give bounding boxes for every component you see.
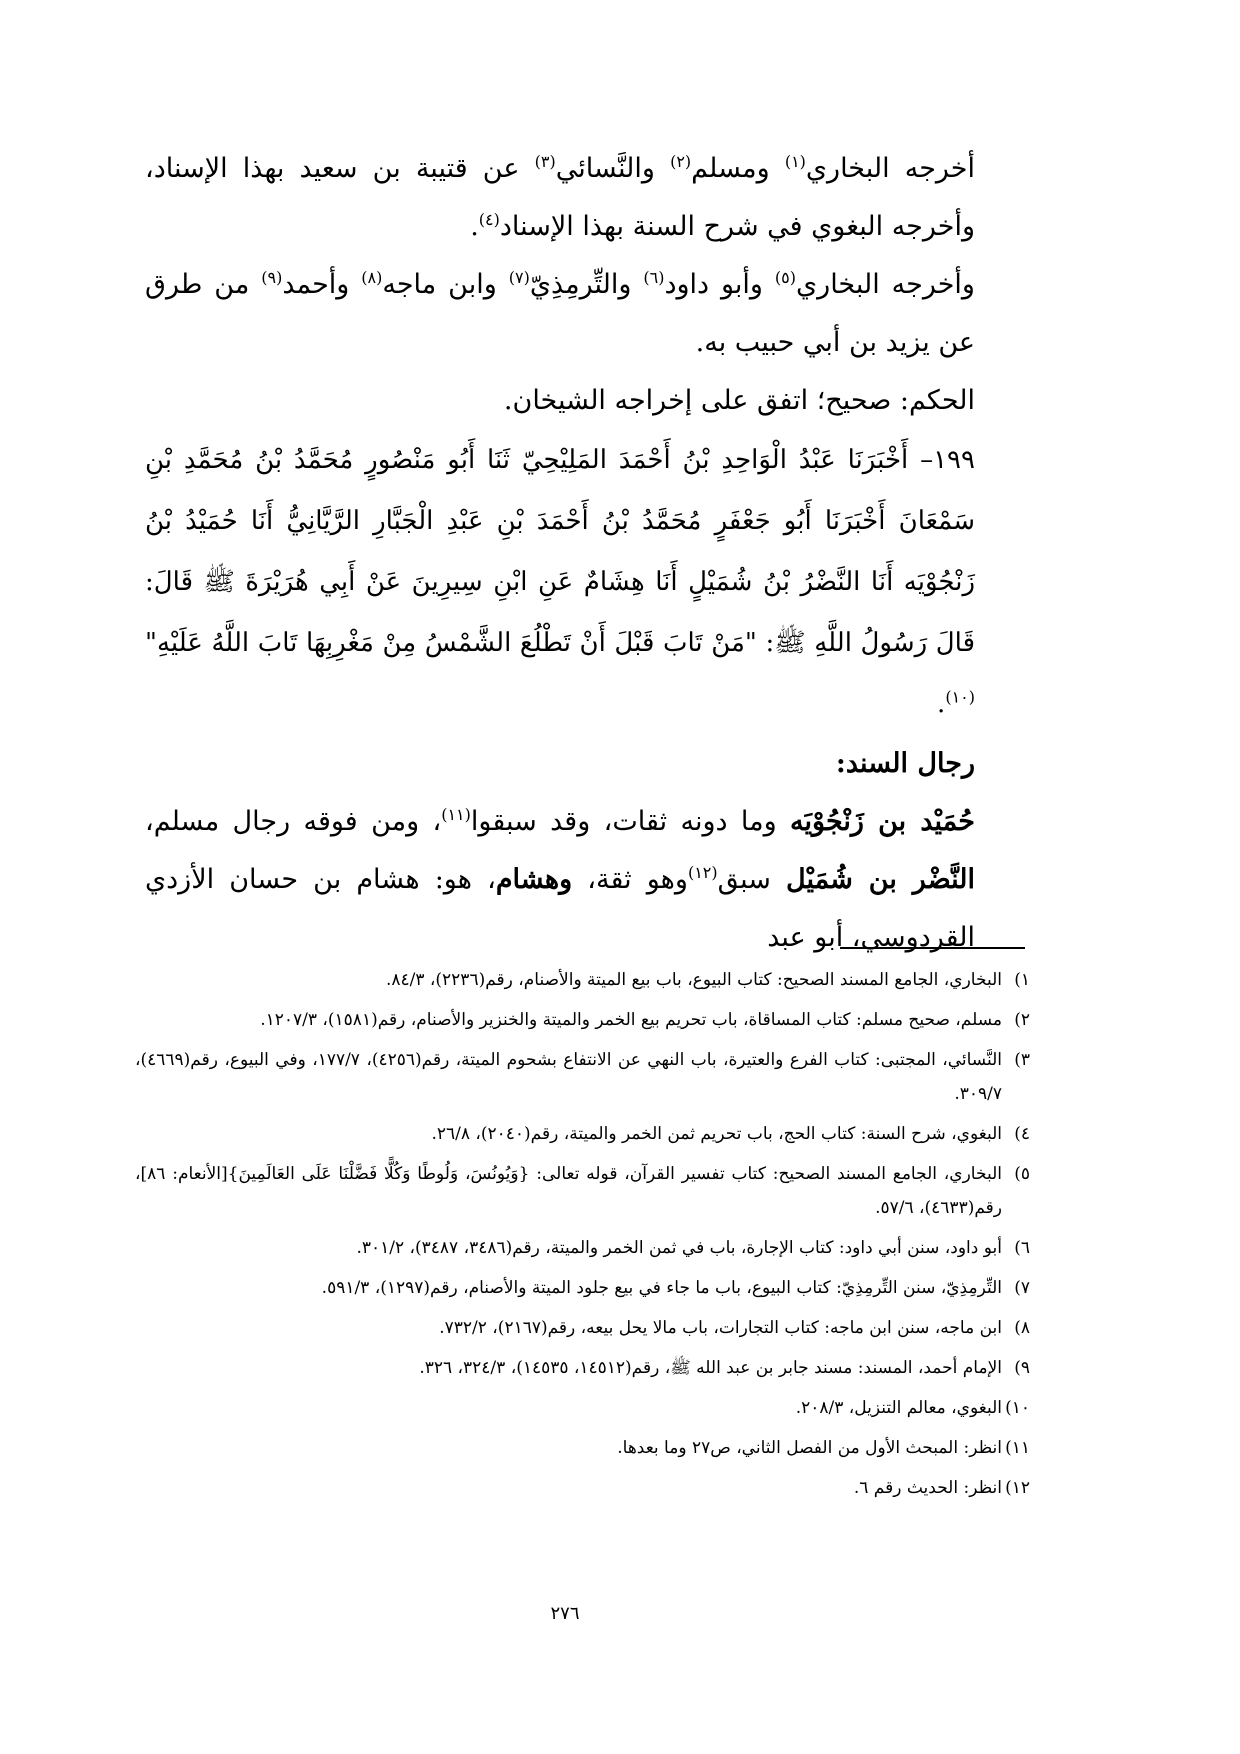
paragraph-takhrij-1 <box>145 140 1030 256</box>
footnote-text: انظر: الحديث رقم ٦. <box>853 1478 1002 1498</box>
footnote-text: البخاري، الجامع المسند الصحيح: كتاب البيوع، باب بيع الميتة والأصنام، رقم(٢٢٣٦)، ٨٤/٣. <box>385 970 1002 990</box>
main-text <box>145 140 1030 967</box>
footnote-number: ١) <box>1014 970 1030 990</box>
footnote-number: ٨) <box>1014 1318 1030 1338</box>
footnote-ref[interactable]: (١٠) <box>945 687 975 707</box>
footnote-ref[interactable]: (٣) <box>534 152 556 171</box>
text-span: . <box>937 689 946 719</box>
page-number: ٢٧٦ <box>550 1603 580 1624</box>
footnote-number: ٧) <box>1014 1278 1030 1298</box>
footnote-number: ٢) <box>1014 1010 1030 1030</box>
footnote-number: ٥) <box>1014 1164 1030 1184</box>
footnote <box>135 1043 1030 1111</box>
footnote-number: ٣) <box>1014 1050 1030 1070</box>
footnote-text: مسلم، صحيح مسلم: كتاب المساقاة، باب تحريم بيع الخمر والميتة والخنزير والأصنام، رقم(١٥٨١)، ١٢٠٧/٣. <box>260 1010 1002 1030</box>
ruling-line: الحكم: صحيح؛ اتفق على إخراجه الشيخان. <box>503 385 975 416</box>
footnote <box>135 1311 1030 1345</box>
paragraph-takhrij-2 <box>145 256 1030 372</box>
footnote-ref[interactable]: (٦) <box>643 268 665 287</box>
footnote <box>135 1471 1030 1505</box>
footnote <box>135 1157 1030 1225</box>
paragraph-narrators <box>145 793 1030 967</box>
hadith-text: ١٩٩– أَخْبَرَنَا عَبْدُ الْوَاحِدِ بْنُ أَحْمَدَ المَلِيْحِيّ ثَنَا أَبُو مَنْصُورٍ مُحَمَّدُ بْنُ مُحَمَّدِ بْنِ سَمْعَانَ أَخْبَرَنَا أَبُو جَعْفَرٍ مُحَمَّدُ بْنُ أَحْمَدَ بْنِ عَبْدِ الْجَبَّارِ الرَّيَّانِيُّ أَنَا حُمَيْدُ بْنُ زَنْجُوْيَه أَنَا النَّضْرُ بْنُ شُمَيْلٍ أَنَا هِشَامٌ عَنِ ابْنِ سِيرِينَ عَنْ أَبِي هُرَيْرَةَ ﷺ قَالَ: قَالَ رَسُولُ اللَّهِ ﷺ: "مَنْ تَابَ قَبْلَ أَنْ تَطْلُعَ الشَّمْسُ مِنْ مَغْرِبِهَا تَابَ اللَّهُ عَلَيْهِ" <box>145 445 975 658</box>
footnotes <box>135 963 1030 1511</box>
text-span: وأحمد <box>282 269 362 300</box>
footnote-number: ٦) <box>1014 1238 1030 1258</box>
footnote-text: البخاري، الجامع المسند الصحيح: كتاب تفسير القرآن، قوله تعالى: {وَيُونُسَ، وَلُوطًا وَكُلًّا فَضَّلْنَا عَلَى العَالَمِينَ}[الأنعام: ٨٦]، رقم(٤٦٣٣)، ٥٧/٦. <box>135 1164 1002 1218</box>
footnote <box>135 1117 1030 1151</box>
text-span: سبق <box>717 864 787 895</box>
footnote-ref[interactable]: (٢) <box>670 152 692 171</box>
footnote <box>135 1431 1030 1465</box>
text-span: وهو ثقة، <box>572 864 688 895</box>
footnote-ref[interactable]: (٨) <box>361 268 383 287</box>
footnote-ref[interactable]: (١١) <box>441 805 471 824</box>
narrator-name: وهشام <box>495 864 573 895</box>
text-span: وأخرجه البخاري <box>796 269 975 300</box>
footnote-number: ١١) <box>1005 1438 1030 1458</box>
text-span: وابن ماجه <box>382 269 509 300</box>
footnote <box>135 1391 1030 1425</box>
narrator-name: النَّضْر بن شُمَيْل <box>786 864 975 895</box>
text-span: ، ومن فوقه رجال مسلم، <box>145 806 442 837</box>
footnote-text: البغوي، شرح السنة: كتاب الحج، باب تحريم ثمن الخمر والميتة، رقم(٢٠٤٠)، ٢٦/٨. <box>431 1124 1002 1144</box>
footnote-number: ١٢) <box>1005 1478 1030 1498</box>
footnote-ref[interactable]: (٩) <box>261 268 283 287</box>
footnote-text: الإمام أحمد، المسند: مسند جابر بن عبد الله ﷺ، رقم(١٤٥١٢، ١٤٥٣٥)، ٣٢٤/٣، ٣٢٦. <box>419 1358 1002 1378</box>
footnote <box>135 1003 1030 1037</box>
footnote-number: ٤) <box>1014 1124 1030 1144</box>
footnote-ref[interactable]: (١) <box>784 152 806 171</box>
text-span: . <box>470 211 479 242</box>
narrator-name: حُمَيْد بن زَنْجُوْيَه <box>790 806 975 837</box>
footnote-separator <box>840 947 1025 949</box>
text-span: ، هو: هشام بن حسان الأزدي القردوسي، أبو عبد <box>145 864 975 953</box>
text-span: والنَّسائي <box>555 153 671 184</box>
text-span: ومسلم <box>691 153 785 184</box>
footnote-text: ابن ماجه، سنن ابن ماجه: كتاب التجارات، باب مالا يحل بيعه، رقم(٢١٦٧)، ٧٣٢/٢. <box>439 1318 1002 1338</box>
footnote <box>135 1231 1030 1265</box>
footnote-text: أبو داود، سنن أبي داود: كتاب الإجارة، باب في ثمن الخمر والميتة، رقم(٣٤٨٦، ٣٤٨٧)، ٣٠١/٢. <box>356 1238 1002 1258</box>
footnote-text: التِّرمِذِيّ، سنن التِّرمِذِيّ: كتاب البيوع، باب ما جاء في بيع جلود الميتة والأصنام، رقم(١٢٩٧)، ٥٩١/٣. <box>321 1278 1002 1298</box>
text-span: عن قتيبة بن سعيد بهذا الإسناد، وأخرجه البغوي في شرح السنة بهذا الإسناد <box>145 153 975 242</box>
footnote-number: ٩) <box>1014 1358 1030 1378</box>
text-span: وما دونه ثقات، وقد سبقوا <box>470 806 791 837</box>
footnote-ref[interactable]: (٥) <box>774 268 797 287</box>
section-heading: رجال السند: <box>835 748 975 779</box>
footnote <box>135 1351 1030 1385</box>
footnote-text: النَّسائي، المجتبى: كتاب الفرع والعتيرة، باب النهي عن الانتفاع بشحوم الميتة، رقم(٤٢٥٦)، ١٧٧/٧، وفي البيوع، رقم(٤٦٦٩)، ٣٠٩/٧. <box>135 1050 1003 1104</box>
text-span: والتِّرمِذِيّ <box>529 269 644 300</box>
footnote-ref[interactable]: (٧) <box>508 268 530 287</box>
footnote-text: انظر: المبحث الأول من الفصل الثاني، ص٢٧ وما بعدها. <box>617 1438 1002 1458</box>
footnote <box>135 963 1030 997</box>
footnote <box>135 1271 1030 1305</box>
footnote-number: ١٠) <box>1005 1398 1030 1418</box>
footnote-ref[interactable]: (٤) <box>478 210 500 229</box>
footnote-ref[interactable]: (١٢) <box>687 863 718 882</box>
hadith-199 <box>145 430 1030 735</box>
text-span: وأبو داود <box>664 269 775 300</box>
footnote-text: البغوي، معالم التنزيل، ٢٠٨/٣. <box>795 1398 1002 1418</box>
text-span: أخرجه البخاري <box>805 153 975 184</box>
text-span: من طرق عن يزيد بن أبي حبيب به. <box>145 269 975 358</box>
